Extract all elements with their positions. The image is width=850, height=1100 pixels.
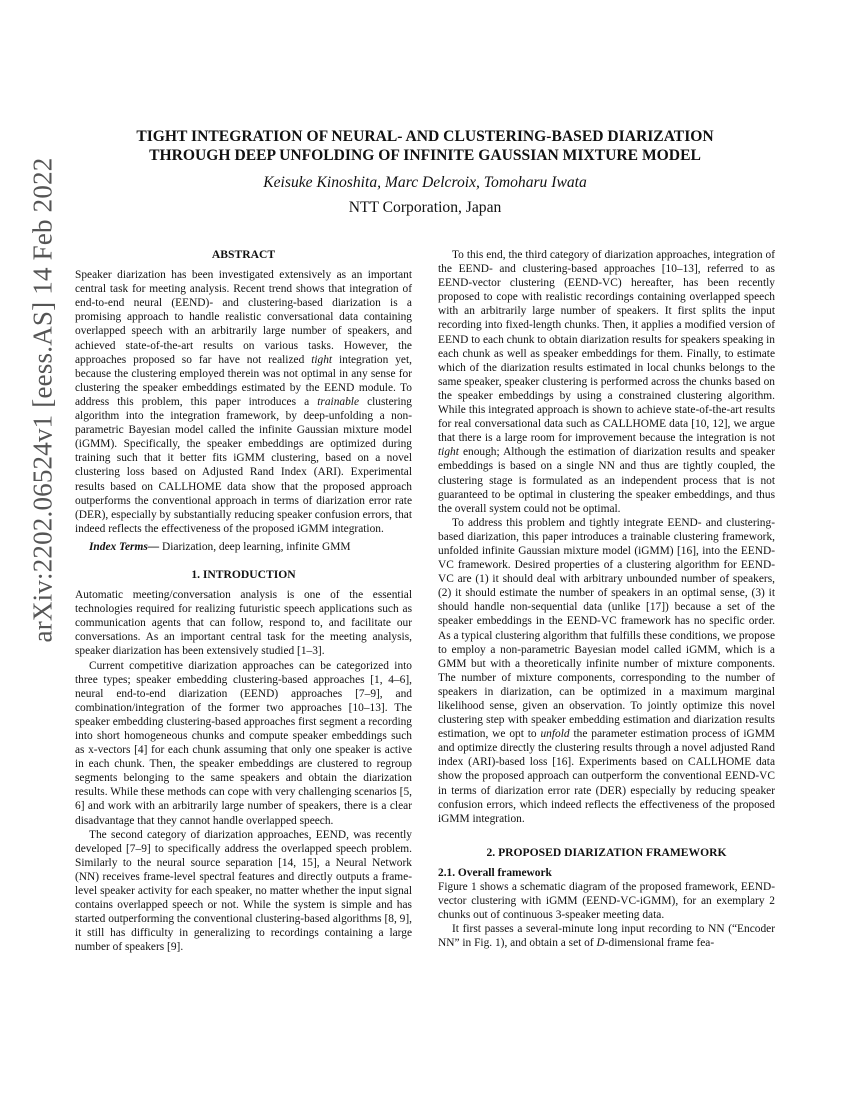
subsection-2-1-heading: 2.1. Overall framework [438, 866, 552, 879]
abstract-text: Speaker diarization has been investigated extensively as an important central task for meeting analysis. Recent trend shows that integration of end-to-end neural (EEND)- and clustering-based diarization is a promising approach to handle realistic conversational data containing overlapped speech with an arbitrarily large number of speakers, and achieved state-of-the-art results on various tasks. However, the approaches proposed so far have not realized tight integration yet, because the clustering employed therein was not optimal in any sense for clustering the speaker embeddings estimated by the EEND module. To address this problem, this paper introduces a trainable clustering algorithm into the integration framework, by deep-unfolding a non-parametric Bayesian model called the infinite Gaussian mixture model (iGMM). Specifically, the speaker embeddings are optimized during training such that it better fits iGMM clustering, based on a novel clustering loss based on Adjusted Rand Index (ARI). Experimental results based on CALLHOME data show that the proposed approach outperforms the conventional approach in terms of diarization error rate (DER), especially by substantially reducing speaker confusion errors, that indeed reflects the effectiveness of the proposed iGMM integration. [75, 269, 412, 535]
right-column [438, 248, 775, 951]
intro-paragraph-5: To address this problem and tightly integrate EEND- and clustering-based diarization, this paper introduces a trainable clustering framework, unfolded infinite Gaussian mixture model (iGMM) [16], into the EEND-VC framework. Desired properties of a clustering algorithm for EEND-VC are (1) it should deal with arbitrary unbounded number of speakers, (2) it should estimate the number of speakers in an optimal sense, (3) it should handle non-sequential data (unlike [17]) because a set of the speaker embeddings in the EEND-VC framework has no specific order. As a typical clustering algorithm that fulfills these conditions, we propose to employ a non-parametric Bayesian model called iGMM, which is a GMM but with a theoretically infinite number of mixture components. The number of mixture components, corresponding to the number of speakers in diarization, can be optimized in a maximum marginal likelihood sense, given an observation. To jointly optimize this novel clustering step with speaker embedding estimation and diarization results estimation, we opt to unfold the parameter estimation process of iGMM and optimize directly the clustering results through a novel adjusted Rand index (ARI)-based loss [16]. Experiments based on CALLHOME data show the proposed approach can outperform the conventional EEND-VC in terms of diarization error rate (DER) especially by reducing speaker confusion errors, which indeed reflects the effectiveness of the proposed iGMM integration. [438, 516, 776, 825]
arxiv-identifier: arXiv:2202.06524v1 [eess.AS] 14 Feb 2022 [27, 157, 58, 643]
intro-paragraph-2: Current competitive diarization approaches can be categorized into three types; speaker embedding clustering-based approaches [1, 4–6], neural end-to-end diarization (EEND) approaches [7–9], and combination/integration of the former two approaches [10–13]. The speaker embedding clustering-based approaches first segment a recording into short homogeneous chunks and compute speaker embeddings such as x-vectors [4] for each chunk assuming that only one speaker is active in each chunk. Then, the speaker embeddings are clustered to regroup segments belonging to the same speakers and obtain the diarization results. While these methods can cope with very challenging scenarios [5, 6] and work with an arbitrarily large number of speakers, there is a clear disadvantage that they cannot handle overlapped speech. [75, 659, 412, 827]
index-terms: Index Terms— Diarization, deep learning, infinite GMM [89, 540, 351, 553]
title-block [75, 127, 775, 217]
paper-title-line2: THROUGH DEEP UNFOLDING OF INFINITE GAUSSIAN MIXTURE MODEL [149, 147, 701, 164]
intro-paragraph-1: Automatic meeting/conversation analysis is one of the essential technologies required for realizing futuristic speech applications such as communication agents that can follow, respond to, and facilitate our conversations. As an important central task for the meeting analysis, speaker diarization has been extensively studied [1–3]. [75, 589, 412, 658]
paper-title [75, 127, 775, 165]
left-column [75, 248, 412, 955]
arxiv-sidebar [0, 0, 62, 1100]
intro-heading: 1. INTRODUCTION [191, 567, 296, 581]
section2-paragraph-1: Figure 1 shows a schematic diagram of the proposed framework, EEND-vector clustering with iGMM (EEND-VC-iGMM), for an exemplary 2 chunks out of continuous 3-speaker meeting data. [438, 881, 775, 922]
section2-heading: 2. PROPOSED DIARIZATION FRAMEWORK [486, 845, 727, 859]
intro-paragraph-3: The second category of diarization approaches, EEND, was recently developed [7–9] to specifically address the overlapped speech problem. Similarly to the neural source separation [14, 15], a Neural Network (NN) receives frame-level spectral features and directly outputs a frame-level speaker activity for each speaker, no matter whether the input signal contains overlapped speech or not. While the system is simple and has started outperforming the conventional clustering-based algorithms [8, 9], it still has difficulty in generalizing to recordings containing a large number of speakers [9]. [75, 828, 412, 954]
affiliation: NTT Corporation, Japan [348, 199, 502, 216]
section2-paragraph-2: It first passes a several-minute long input recording to NN (“Encoder NN” in Fig. 1), and obtain a set of D-dimensional frame fea- [438, 923, 775, 950]
intro-paragraph-4: To this end, the third category of diarization approaches, integration of the EEND- and clustering-based approaches [10–13], referred to as EEND-vector clustering (EEND-VC) hereafter, has been recently proposed to cope with realistic recordings containing overlapped speech with an arbitrarily large number of speakers. It first splits the input recording into fixed-length chunks. Then, it applies a modified version of EEND to each chunk to obtain diarization results for speakers speaking in each chunk as well as speaker embeddings for them. Finally, to estimate which of the diarization results estimated in local chunks belongs to the same speaker, speaker clustering is performed across the chunks based on the speaker embeddings by using a constrained clustering algorithm. While this integrated approach is shown to achieve state-of-the-art results for real conversational data such as CALLHOME data [10, 12], we argue that there is a large room for improvement because the integration is not tight enough; Although the estimation of diarization results and speaker embeddings is based on a single NN and thus are tightly coupled, the clustering stage is formulated as an independent process that is not guaranteed to be optimal in clustering the speaker embeddings, and thus the overall system could not be optimal. [438, 249, 775, 515]
abstract-heading: ABSTRACT [211, 248, 276, 261]
paper-title-line1: TIGHT INTEGRATION OF NEURAL- AND CLUSTERING-BASED DIARIZATION [136, 128, 714, 145]
authors: Keisuke Kinoshita, Marc Delcroix, Tomoharu Iwata [263, 174, 587, 191]
